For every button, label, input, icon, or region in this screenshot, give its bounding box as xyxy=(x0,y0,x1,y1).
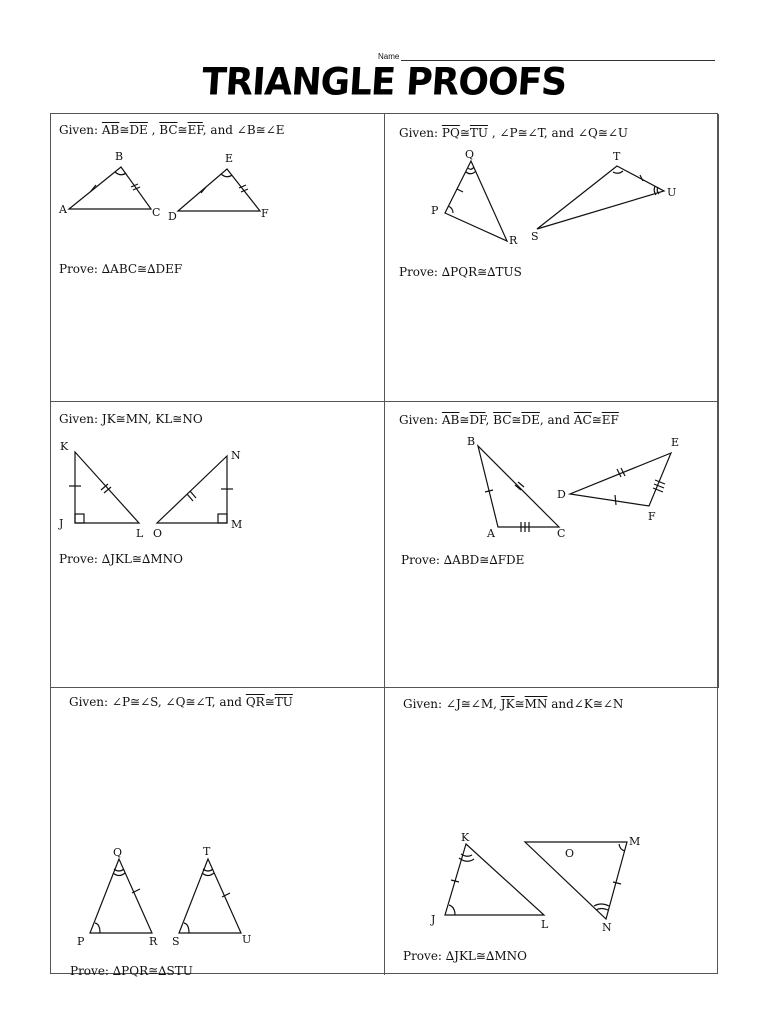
triangles-diagram-3 xyxy=(51,402,385,688)
given-statement-5: Given: ∠P≅∠S, ∠Q≅∠T, and $\overline{QR}≅\overline{TU}$ xyxy=(69,695,293,709)
vertex-label: S xyxy=(531,230,539,243)
vertex-label: J xyxy=(59,517,64,530)
vertex-label: L xyxy=(136,527,144,540)
vertex-label: Q xyxy=(113,846,123,859)
vertex-label: F xyxy=(648,510,656,523)
prove-statement-6: Prove: ∆JKL≅∆MNO xyxy=(403,949,527,963)
prove-statement-4: Prove: ∆ABD≅∆FDE xyxy=(401,553,525,567)
page-title: TRIANGLE PROOFS xyxy=(200,60,568,105)
triangles-diagram-1 xyxy=(51,114,385,402)
given-statement-6: Given: ∠J≅∠M, $\overline{JK}≅\overline{MN}$ and∠K≅∠N xyxy=(403,697,624,711)
vertex-label: K xyxy=(461,831,470,844)
given-statement-3: Given: JK≅MN, KL≅NO xyxy=(59,412,203,426)
vertex-label: P xyxy=(431,204,439,217)
prove-statement-3: Prove: ∆JKL≅∆MNO xyxy=(59,552,183,566)
vertex-label: C xyxy=(557,527,566,540)
proof-cell-2 xyxy=(385,114,719,402)
triangles-diagram-4 xyxy=(385,402,719,688)
name-blank-line[interactable] xyxy=(401,53,715,61)
given-statement-2: Given: $\overline{PQ}≅\overline{TU}$ , ∠P≅∠T, and ∠Q≅∠U xyxy=(399,126,629,140)
vertex-label: B xyxy=(467,435,476,448)
vertex-label: U xyxy=(667,186,677,199)
vertex-label: O xyxy=(153,527,163,540)
vertex-label: A xyxy=(487,527,495,540)
vertex-label: N xyxy=(231,449,241,462)
vertex-label: R xyxy=(149,935,158,948)
vertex-label: J xyxy=(431,913,436,926)
vertex-label: U xyxy=(242,933,252,946)
vertex-label: A xyxy=(59,203,67,216)
vertex-label: L xyxy=(541,918,549,931)
proof-grid xyxy=(50,113,718,978)
proof-cell-5 xyxy=(51,688,385,978)
triangles-diagram-5 xyxy=(51,688,385,975)
vertex-label: O xyxy=(565,847,575,860)
proof-cell-4 xyxy=(385,402,719,688)
vertex-label: C xyxy=(152,206,161,219)
given-statement-4: Given: $\overline{AB}≅\overline{DF}$, $\overline{BC}≅\overline{DE}$, and $\overline{AC}≅\overline{EF}$ xyxy=(399,413,619,427)
vertex-label: N xyxy=(602,921,612,934)
prove-statement-2: Prove: ∆PQR≅∆TUS xyxy=(399,265,522,279)
vertex-label: D xyxy=(168,210,177,223)
vertex-label: E xyxy=(671,436,680,449)
vertex-label: S xyxy=(172,935,180,948)
name-label: Name xyxy=(378,52,400,61)
vertex-label: P xyxy=(77,935,85,948)
proof-cell-6 xyxy=(385,688,719,975)
vertex-label: M xyxy=(231,518,243,531)
vertex-label: E xyxy=(225,152,234,165)
vertex-label: T xyxy=(613,150,621,163)
vertex-label: Q xyxy=(465,148,475,161)
given-statement-1: Given: $\overline{AB}≅\overline{DE}$ , $\overline{BC}≅\overline{EF}$, and ∠B≅∠E xyxy=(59,123,285,137)
name-field xyxy=(378,52,715,61)
vertex-label: B xyxy=(115,150,124,163)
vertex-label: D xyxy=(557,488,566,501)
vertex-label: R xyxy=(509,234,518,247)
vertex-label: K xyxy=(60,440,69,453)
proof-cell-1 xyxy=(51,114,385,402)
vertex-label: T xyxy=(203,845,211,858)
vertex-label: F xyxy=(261,207,269,220)
vertex-label: M xyxy=(629,835,641,848)
prove-statement-5: Prove: ∆PQR≅∆STU xyxy=(70,964,193,978)
proof-cell-3 xyxy=(51,402,385,688)
prove-statement-1: Prove: ∆ABC≅∆DEF xyxy=(59,262,183,276)
triangles-diagram-6 xyxy=(385,688,719,975)
triangles-diagram-2 xyxy=(385,114,719,402)
